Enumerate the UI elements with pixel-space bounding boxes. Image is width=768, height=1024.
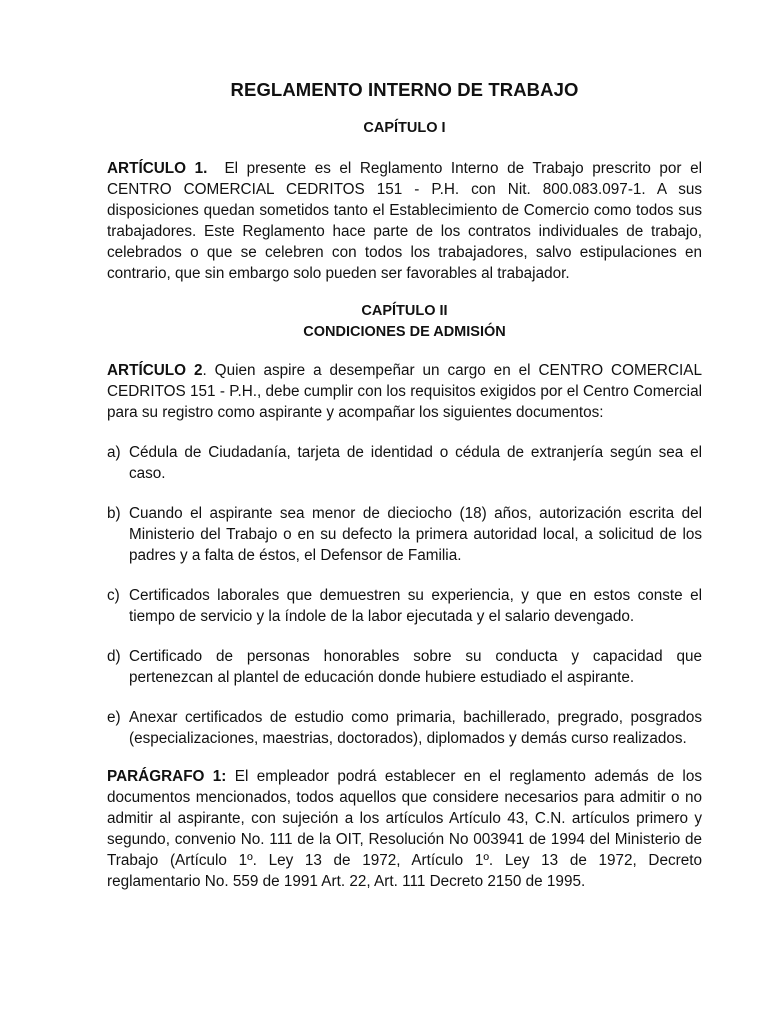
list-item-text: Certificados laborales que demuestren su experiencia, y que en estos conste el tiempo de servicio y la índole de la labor ejecutada y el salario devengado. [129,587,702,625]
document-title: REGLAMENTO INTERNO DE TRABAJO [230,79,579,100]
list-item-text: Anexar certificados de estudio como primaria, bachillerado, pregrado, posgrados (especializaciones, maestrias, doctorados), diplomados y demás curso realizados. [129,709,702,747]
list-item-text: Cuando el aspirante sea menor de dieciocho (18) años, autorización escrita del Ministerio del Trabajo o en su defecto la primera autoridad local, a solicitud de los padres y a falta de éstos, el Defensor de Familia. [129,505,702,564]
list-item-text: Certificado de personas honorables sobre su conducta y capacidad que pertenezcan al plantel de educación donde hubiere estudiado el aspirante. [129,648,702,686]
article-1-text: El presente es el Reglamento Interno de Trabajo prescrito por el CENTRO COMERCIAL CEDRITOS 151 - P.H. con Nit. 800.083.097-1. A sus disposiciones quedan sometidos tanto el Establecimiento de Comercio como todos sus trabajadores. Este Reglamento hace parte de los contratos individuales de trabajo, celebrados o que se celebren con todos los trabajadores, salvo estipulaciones en contrario, que sin embargo solo pueden ser favorables al trabajador. [107,160,702,282]
chapter-2-heading: CAPÍTULO II [361,303,448,319]
article-1 [107,158,702,284]
requirements-list [107,442,702,749]
list-item-marker: b) [107,505,121,522]
list-item-marker: c) [107,587,120,604]
list-item [107,503,702,566]
list-item [107,442,702,484]
article-2-label: ARTÍCULO 2 [107,362,203,379]
list-item-marker: e) [107,709,121,726]
paragraph-1-label: PARÁGRAFO 1: [107,768,227,785]
paragraph-1 [107,766,702,892]
list-item-marker: a) [107,444,121,461]
article-2 [107,360,702,423]
article-2-text: . Quien aspire a desempeñar un cargo en el CENTRO COMERCIAL CEDRITOS 151 - P.H., debe cumplir con los requisitos exigidos por el Centro Comercial para su registro como aspirante y acompañar los siguientes documentos: [107,362,702,421]
list-item [107,585,702,627]
chapter-1-heading: CAPÍTULO I [363,120,446,136]
list-item [107,646,702,688]
list-item-marker: d) [107,648,121,665]
paragraph-1-text: El empleador podrá establecer en el reglamento además de los documentos mencionados, todos aquellos que considere necesarios para admitir o no admitir al aspirante, con sujeción a los artículos Artículo 43, C.N. artículos primero y segundo, convenio No. 111 de la OIT, Resolución No 003941 de 1994 del Ministerio de Trabajo (Artículo 1º. Ley 13 de 1972, Artículo 1º. Ley 13 de 1972, Decreto reglamentario No. 559 de 1991 Art. 22, Art. 111 Decreto 2150 de 1995. [107,768,702,890]
chapter-2-subheading: CONDICIONES DE ADMISIÓN [303,324,506,340]
list-item [107,707,702,749]
list-item-text: Cédula de Ciudadanía, tarjeta de identidad o cédula de extranjería según sea el caso. [129,444,702,482]
article-1-label: ARTÍCULO 1. [107,160,208,177]
